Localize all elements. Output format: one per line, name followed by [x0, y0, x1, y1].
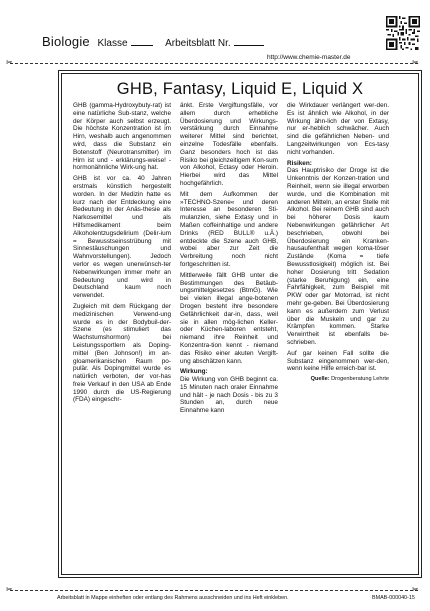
source-label: Quelle: [310, 376, 330, 383]
paragraph: änkt. Erste Vergiftungsfälle, vor allem durch erhebliche Überdosierung und Wirkungs-verstärkung durch Einnahme weiterer Mittel sind berichtet, einzelne Todesfälle ebenfalls. Ganz besonders hoch ist das Risiko bei gleichzeitigem Kon-sum von Alkohol, Ectasy oder Heroin. Hierbei wird das Mittel hochgefährlich. [180, 102, 278, 187]
paragraph: Auf gar keinen Fall sollte die Substanz eingenommen wer-den, wenn keine Hilfe erreich-bar ist. [287, 349, 389, 373]
cut-line-top [10, 63, 418, 64]
worksheet-heading [42, 34, 269, 49]
source-value: Drogenberatung Lehrte [331, 376, 389, 383]
paragraph: die Wirkdauer verlängert wer-den. Es ist ähnlich wie Alkohol, in der Wirkung ähn-lich der von Extasy, nur er-heblich schwächer. Auch sind die gefährlichen Neben- und Langzeitwirkungen von Ecs-tasy nicht vorhanden. [287, 102, 389, 156]
section-heading-wirkung: Wirkung: [180, 368, 208, 376]
header [42, 22, 382, 66]
text-column-3 [287, 102, 389, 384]
paragraph: Das Hauptrisiko der Droge ist die Unkenntnis der Konzen-tration und Reinheit, wenn sie illegal erworben wurde, und die Kombination mit anderen Mitteln, an erster Stelle mit Alkohol. Bei reinem GHB sind auch bei höherer Dosis kaum Nebenwirkungen gefährlicher Art beschrieben, obwohl bei Überdosierung ein Kranken-hausaufenthalt wegen koma-töser Zustände (Koma = tiefe Bewusstlosigkeit) möglich ist. Bei hoher Dosierung tritt Sedation (starke Beruhigung) ein, eine Fahrfähigkeit, zum Beispiel mit PKW oder gar Motorrad, ist nicht mehr ge-geben. Bei Überdosierung kann es außerdem zum Verlust über die Muskeln und gar zu Krämpfen kommen. Starke Verwirrtheit ist ebenfalls be-schrieben. [287, 167, 389, 346]
class-blank [131, 37, 153, 46]
qr-code-icon [386, 16, 420, 50]
text-column-1 [73, 102, 171, 407]
cut-line-bottom [10, 590, 418, 591]
website-url[interactable]: http://www.chemie-master.de [267, 54, 351, 61]
content-frame [58, 70, 422, 578]
paragraph: Zugleich mit dem Rückgang der medizinischen Verwend-ung wurde es in der Bodybuil-der-Szene (es stimuliert das Wachstumshormon) bei Leistungssportlern als Doping-mittel (Ben Johnson!) im an-gloamerikanischen Raum po-pulär. Als Dopingmittel wurde es natürlich verboten, der vor-has freie Verkauf in den USA ab Ende 1990 durch die US-Regierung (FDA) eingeschr- [73, 302, 171, 404]
section-heading-risiken: Risiken: [287, 159, 312, 167]
paragraph: Mit dem Aufkommen der »TECHNO-Szene« und deren Interesse an besonderen Sti-mulanzien, siehe Extasy und in Maßen coffeinhaltige und andere Drinks (RED BULL® u.Ä.) entdeckte die Szene auch GHB, wobei aber zur Zeit die Verbreitung noch nicht fortgeschritten ist. [180, 190, 278, 268]
scissors-icon: ✂ [6, 585, 13, 594]
source-note [287, 376, 389, 384]
paragraph: GHB ist vor ca. 40 Jahren erstmals künstlich hergestellt worden. In der Medizin hatte es kurz nach der Entdeckung eine Bedeutung in der Anäs-thesie als Narkosemittel und als Hilfsmedikament beim Alkoholentzugsdelirium (Delir-ium = Bewusstseinsstrübung mit Sinnestäuschungen und Wahnvorstellungen). Jedoch verlor es wegen unerwünsch-ter Nebenwirkungen immer mehr an Bedeutung und wird in Deutschland kaum noch verwendet. [73, 175, 171, 300]
scissors-icon: ✂ [412, 585, 419, 594]
footer-instruction: Arbeitsblatt in Mappe einheften oder entlang des Rahmens ausschneiden und ins Heft einkleben. [57, 595, 289, 601]
subject-label: Biologie [42, 34, 90, 49]
text-column-2 [180, 102, 278, 418]
scissors-icon: ✂ [6, 58, 13, 67]
sheet-number-label: Arbeitsblatt Nr. [165, 38, 231, 49]
scissors-icon: ✂ [412, 58, 419, 67]
document-title: GHB, Fantasy, Liquid E, Liquid X [116, 80, 364, 98]
sheet-number-blank [234, 37, 264, 46]
content-frame-inner [61, 73, 419, 575]
class-label: Klasse [97, 38, 128, 49]
paragraph: GHB (gamma-Hydroxybuty-rat) ist eine natürliche Sub-stanz, welche der Körper auch selbst erzeugt. Die höchste Konzentration ist im Hirn, weshalb auch angenommen wird, dass die Substanz ein Botenstoff (Neurotransmitter) im Hirn ist und - erklärungs-weise! - hormonähnliche Wirk-ung hat. [73, 102, 171, 172]
paragraph: Die Wirkung von GHB beginnt ca. 15 Minuten nach oraler Einnahme und hält - je nach Dosis - bis zu 3 Stunden an, durch neue Einnahme kann [180, 376, 278, 415]
paragraph: Mittlerweile fällt GHB unter die Bestimmungen des Betäub-ungsmittelgesetzes (BtmG). Wie bei vielen illegal ange-botenen Drogen besteht ihre besondere Gefährlichkeit dar-in, dass, weil sie in allen mög-lichen Keller- oder Küchen-laboren entsteht, niemand ihre Reinheit und Konzentra-tion kennt - niemand das Risiko einer akuten Vergift-ung abschätzen kann. [180, 271, 278, 365]
footer-code: BMAB-000040-15 [372, 595, 415, 601]
